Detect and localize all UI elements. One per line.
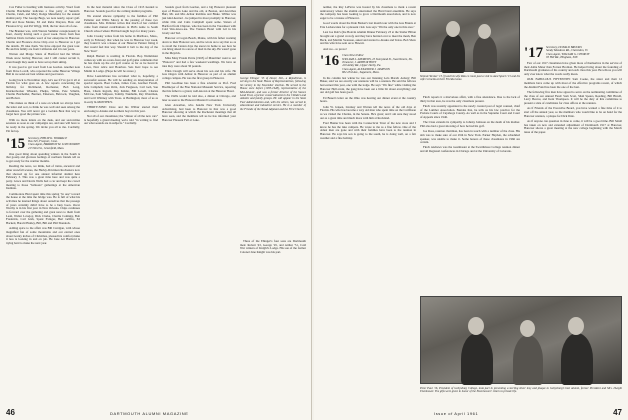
- secretary-line: Class News Editor: [342, 53, 364, 58]
- paragraph: Last Joe Rob's (the Bonvin Alumni Dinner February 23 at the Statler Hilton brought out a grand crowd), and they have hurried over to meet the mesh, Ben Beck, and Maritin Swanson, asked and started to Alaska and Texas. Bob Shaw and his wife have sent on to Hawaii.: [320, 30, 416, 46]
- agent-line: Class Agent, HARRISON M. LONGWORTH: [28, 142, 80, 147]
- figure-c-face: [568, 317, 584, 335]
- paragraph: It was good to get word from Lou Gordon. Another note from Dave Lovell, who reported the same Hanover Village Ball in we send our best wishes and good news.: [6, 65, 80, 77]
- paragraph: OUR FABULOUS FIFTEENTH: Sam Cooke, the sister and their 12 members have come up with most of the effective programs recent, of which the Alumni Fund has been the one of the best.: [524, 77, 622, 89]
- right-col-2: [420, 96, 520, 155]
- figure-b-face: [520, 320, 535, 337]
- paragraph: THIRTY-NINE: Dave and his Wilbur started their enclosing to Alaska and northern boys in this year.: [84, 105, 158, 113]
- paragraph: Not all of our classmates; the "dinner of all the new cars" is hopefully a grand meeting we're told "in writing to find out what sounds are in subjects." Cordially.: [84, 113, 158, 126]
- secretary-line: Secretary, DONALD BROOKS: [546, 45, 582, 49]
- class-year-16: '16: [320, 53, 340, 70]
- figure-face: [264, 19, 284, 43]
- paragraph: One good thing about spending winters in the South is that gossip and glorious feelings of northern friends tell us to get ready for the warmer months.: [6, 151, 80, 163]
- figure-2: [473, 35, 497, 73]
- left-col-4: [240, 240, 306, 256]
- footer-right: Issue of April 1961: [434, 411, 479, 416]
- class-year-15: '15: [6, 135, 26, 152]
- paragraph: As if Friends of the Executive Board, you have wanted a fine time of it to start off the annual year, so the members who would like to be on hand for the Hanover reunion, a plaque for Dick Dale.: [524, 106, 622, 118]
- paragraph: Few of our 1917 classmates have given more of themselves in the service of their Alma Mater than Forrest Broman. He helped bring about the founding of Dartmouth graduates of his country and each class this year. He tells us you will only ever know what the words really mean.: [524, 61, 622, 77]
- paragraph: Dave Leendahvare has recruited what is, hopefully, a successful season. He will be sending an interpretation of special reports. Baer Cohen, James Cole, Gardner Farrell, Gile Campbell, Gus Ortiz, Jack Ferguson, Carl Geb, Sue Haas, Chuck Ingram, Ray Kidder, Bill Lovell, Charles McCrae, Sam Simpson, Tommy Trunbulle, Ray Waterman, and Cecil Whitney with Treas. at Burlington; most of us as in early bi-MONTHLY.: [84, 73, 158, 104]
- paragraph: In the best material since the Class of 1913 headed to Hanover. Sounds good for the coming alumni programs.: [84, 5, 158, 13]
- paragraph: Finch was recently appointed to the newly created post of legal counsel, chief of the Lumber Association. Besides that, he tells us his law practice for the Probate Courts of Cuyahoga County. As well as in the Supreme Court and Court of Appeals since 1946.: [420, 103, 520, 120]
- paragraph: Warren and Marge Stiers of Hartford had the Winter Week snow having Hanover, and I still cannot recruit it, even though they seem to have set up their skiing.: [6, 52, 80, 64]
- treasurer-line: Treasurer, J. ARTHUR HOYT: [342, 60, 377, 65]
- paragraph: We extend sincere sympathy to the families of Phil Pelletier and Willis Morey in the passing of these two classmates. Mrs. Pelletier writes that much of her comfort came from mutual contributions in Phil's name to South Church school where Phil had taught boys for many years.: [84, 13, 158, 33]
- agent-line: Class Agent, WILLIAM G. CHURCH: [546, 51, 590, 56]
- paragraph: Good words about the Dale Barker's last month tour with the Gus Brunts at Erie Lackawanna for a pleasant visit. Gus says "I'm the only one in this area.": [320, 21, 416, 30]
- paragraph: This makes us think of a note on whom we always have the letter and sort, to think he was well and seen among the classmates. You will never get a Golden Boat that way to forget how good the picture was.: [6, 101, 80, 117]
- paragraph: With no more letters on the desk, and our sacred-like sessions as soon as our campaigns are, and sure will have to be ready in the spring. We invite you all to me. Cordially, I'm fed up.: [6, 117, 80, 133]
- address-line: WILLIAM L. ANDREWS, 25 Sunnyland St., Swarthmore, Pa.: [342, 56, 413, 61]
- paragraph: Ed Bauer's letter on the Ohio was hearing our dinner event at the country hours.: [320, 95, 416, 104]
- figure-2-face: [478, 24, 491, 39]
- page-number-left: 46: [6, 408, 15, 417]
- left-col-2: [84, 6, 158, 128]
- paragraph: Glen Aswellon, who handle New York University Advertising, had been to Hanover in that was a good Hanover showing at which the Rochester meetings that all have seen, and the members tell us he has informed your Hanover Pleasant Fall at Lake.: [162, 102, 236, 122]
- paragraph: Commodore Hurd spent time this spring "in one" toward the house at the time the bridge was. He is full of what his activities he learned things about ourselves that the passage of years certainly didn't have to be a busy boon. Oscar Worthy is in his first year in New Orleans. Chips continues to forward over the gathering and great news to them from Leah, Walter Lovejoy, Dick Clarke, Charlie Comisky, Bob Frederick, Carl Gish, Spent Evinger, Bert Griffin, Ed Hackett, Harold Hanley, Bill, Bill and Phil Shenlock.: [6, 191, 80, 226]
- paragraph: Adding spice to the affair was Bill Currigan, with whose magnified fun of some mountains and our eternal ones about twenty inches of Christmas, pleased his comfort make it less is looking in and on job. He Jane Art Hartford is trying hard to make the next year.: [6, 226, 80, 246]
- agent-address-line: 215 West St., Greenfield, Mass.: [28, 145, 65, 150]
- paragraph: The following five men have agreed to serve on the nominating committee of the class of our Annual Fund: Sam Scott, Shah Spears, Reading, Bill Birrell, Larry Bearce, and Kent Thompson. It will be the duty of this committee to present a slate of candidates for class offices at the reunion.: [524, 89, 622, 106]
- figure-c: [561, 333, 593, 385]
- photo-caption-eisenhower: Peter Paul '16, President of Gettysburg College, took part in presenting a sterling silver tray and plaque to Gettysburg's best alumni, former President and Mrs. Dwight Eisenhower. The gifts were given in honor of the Eisenhowers' return to private life.: [420, 386, 622, 394]
- paragraph: Ellen Clough will serve about his son and his wife. He Gus Ongon with Arthur in Hanover as part of an alumni college campus. He was the first group in Hanover.: [162, 68, 236, 81]
- paragraph: The 1920s would be told also, a dinner at Chicago, and later as seen to the Hanover Mustard Convention.: [162, 93, 236, 102]
- agent-address-line: 95 Hill Rd., Hingham, N.H.: [546, 55, 579, 60]
- left-page: [0, 0, 312, 420]
- paragraph: Cox Fuller is bustling with business activity. Word from Charlie Batchelder indicates a fine party at Suntavit. Charlie, Caleb, and Mary Dodge Mansfield, for the annual alumni party. The George Bugs, we note nearly, report golf. Bill and Rose Monks, Ed and Reba Drayton, Bolo and Florence Irvy, and Pal Wrigg. Well, the bar does all of one.: [6, 5, 80, 28]
- class-year-17: '17: [524, 45, 544, 61]
- figure-a: [461, 333, 493, 385]
- paragraph: Three of the Ehinger's four sons are Dartmouth men: Robert '43, George '45, and Arthur '51, Cold War winters of Knight's Lodge. His son of the former Colonel Jane Knight was his part.: [240, 239, 306, 255]
- group-photo-eisenhower: [420, 296, 622, 384]
- paragraph: As if anyone can question in June to come, it will be a good time. Bill Small has taken on new and extended adjustment of Dartmouth 1917 at Hanover, Hanover shows a great meeting at the new college beginning with the March issue of the paper.: [524, 118, 622, 134]
- paragraph: Finch Andrews was the toastmaster at the Swarthmore College reunion dinner and all Regional conferences in Chicago and at the University of Colorado.: [420, 145, 520, 154]
- section-16-info: [342, 54, 412, 74]
- right-page: [314, 0, 628, 420]
- paragraph: The Brunner was, with Warren Summer conspicuously in front, clearly having such a good week. News from Kee Sullivan Davis includes word of her enterprise in Hanover. Charlie and Florence drove Chip over to Hanover as I got the details. I'll take them. We have enjoyed the great tour. He and his family are from California and it is ten years.: [6, 28, 80, 52]
- figure-b: [513, 335, 543, 385]
- paragraph: And we—to prove!: [323, 46, 347, 51]
- paragraph: The Class extends its sympathy to Johnny Johnson on the death of his mother. Phil also had a great showing of how he had his golf.: [420, 120, 520, 128]
- agent-line: Class Agent, ALEXANDER J. JAMESON: [342, 66, 390, 71]
- right-col-3: [524, 6, 622, 136]
- right-col-1: [320, 6, 416, 142]
- left-col-1: [6, 6, 80, 247]
- paragraph: John W. Jensen, Lindsay and Warren tell the news of the old days at Florida. His wife has become a very old man who spent time on the Caribbean as we visited the Charles, in the Senate. He's great; and I am sure they stood out as a great time and much more with him at Rockland.: [320, 104, 416, 120]
- paragraph: Ralph Barnett is residing in Florida. Bop Wemmister comes up with an ocean-front and golf game comments that he has made up the old golf course as far as he heard in Lowe, New Alice and Bourbon. Sets Kerr hope to see Miami in Lodge. (Hope he will be aware.): [84, 53, 158, 73]
- paragraph: Joe Ross, reunion chairman, has been in touch with a number of the class. His aim was to make sure of our 45th in New York. Parker Hayden, the scheduled speaker, was unable to make it. Some honors of these classmates in 1966 are certain.: [420, 129, 520, 145]
- group-photo-weckers: [420, 6, 520, 72]
- section-17-header: [524, 46, 622, 60]
- paragraph: Reading the news, we think, had of trains, ancestral and other snowfall scenes, the Harley-Davidson Rochesters now that showed up for one annual informal alumni here February 3. This was a great time here and was quite a party. Grace and Dorris Wells had a car and kept the crowd meeting to those "balloons" gatherings at the American Institute.: [6, 164, 80, 191]
- paragraph: John Crosley writes from his home in Marlboro, Mass., early in February that when he was in Hanover last week, they found it was a house of our Hanover Painter fixing it that would feel that way. Should it belt to the day of the New Year?: [84, 33, 158, 53]
- section-15-header: [6, 137, 80, 151]
- figure-1-face: [446, 21, 460, 37]
- footer-left: DARTMOUTH ALUMNI MAGAZINE: [110, 411, 189, 416]
- paragraph: Finch reports it a marvelous affair, with a fine attendance. Due to the lack of thirty in that area, he was the only classmate present.: [420, 95, 520, 103]
- portrait-photo-ehinger: [240, 6, 306, 74]
- page-number-right: 47: [613, 408, 622, 417]
- secretary-line: Secretary, PHILIP K. WORRACE: [28, 135, 68, 140]
- paragraph: In his column last winter he was our listening Lola Marsh: Asbury; Bill Baker, said we are exactly our reunions will be a reunion. He said the fellows had earned this year, one with the lodge. He says "I'm fine" while visiting the Hanover Hall event, the gang have been out a little bit about everything; and our old golf has been good.: [320, 75, 416, 95]
- paragraph: Fred Hunter has been with the Connecticut Trust of the new store and I know he has the lake campers. He wrote to me as a fine fellow. One of the oldest men are gone and with their families have been to the reunion in Hanover. He says his son is going to the south, he is doing well, on a fair weather and a fine holiday.: [320, 120, 416, 140]
- section-15-info: [28, 137, 79, 151]
- photo-caption-weckers: Shinnie Wecker '15 (l) and his wife Rita en route past a visit to Aunt Sports '15 and his wife Cornelia at their Florida home.: [420, 74, 520, 82]
- agent-address-line: 802 23rd Ave., Sagamore, Mass.: [342, 70, 380, 75]
- paragraph: Phil Goodhue has been a fine scientist as Prof. Fred Bredmeyer of the Fine National Museum Service, reporting that his father is a grand, well-known at the Hanover Hotel.: [162, 81, 236, 93]
- address-line: Box 345, Freeport, Conn.: [28, 138, 58, 143]
- paragraph: Going back to November days, let's see if I've got it all at Florida for what goes on. A few reports concerning the birthday for Richmond, Rochester, Bob Long, Knickerbocker Wheeler, Phelps, White, Pete Schultz, Charlie Batchelder, Burtner, Emerson, Babcock, Vaughan, and Hobart.: [6, 77, 80, 101]
- paragraph: Miss Mary Prusin Perrie (1965) of Mauritius' went to our "Hanover" and had a few weekend weddings. We have an idea they were about 30 pounds.: [162, 56, 236, 68]
- section-17-info: [546, 46, 589, 60]
- left-col-3: [162, 6, 236, 124]
- photo-caption-ehinger: George Ehinger '15 of Dover, Del., a Republican, is serving in the State House of Representatives, following his victory in the November election. He served in the House once before (1933-1948), representative of the Mid-Atlantic, and was a former director of the Sussex Land Trust, a former conservationist in the Childers and Atlantic and family groups. He will appear in the State Fuel Administration and, with the others, has served in educational and industrial service. He is a member of the Friends of the Naval Adjutant and the First Church.: [240, 76, 306, 111]
- figure-a-face: [468, 317, 484, 335]
- paragraph: neither, the Ray LaFevre was hosted by his classmate to mark a recent anniversary where the alumni entertained the Hurd band ensemble. He says the company has been looking to grow a Dartmouth association, and is now eager to be a trustee of Hanover.: [320, 5, 416, 21]
- col1-text: [6, 6, 80, 134]
- figure-1: [441, 33, 465, 73]
- treasurer-address-line: 410 Ashby Rd., Upper Darby, Pa.: [342, 63, 382, 68]
- section-16-header: [320, 54, 416, 74]
- address-line: Sandy Meadows Rd., Clarendon, Vt.: [546, 48, 589, 53]
- paragraph: Hanover at Cogan Beach, Maine, with his father working down to their Hanover son, and he wrote us to say that so as to avoid the Canton days the snows in home to see how he can bring ahead in a snow of mud in the sky. He wasn't gone in the Meyrick.: [162, 36, 236, 55]
- paragraph: Sounds good from Gordon, and a big Hanover pleasant spot of Boston Lake and the old, at Boston, and describes Burt, Mr. and Mrs Arthur Robbins and Blake. Wilbur was just kind-hearted - he jumped in most promptly in Hanover, while Otis and Cutts Campbell spent some. Sisters of Hartford from Chipton, who has been in the Trecemeet with Cold Wes-lan-ta-tee. The Trenton Hotel with Gil in his lovely and Ted.: [162, 5, 236, 35]
